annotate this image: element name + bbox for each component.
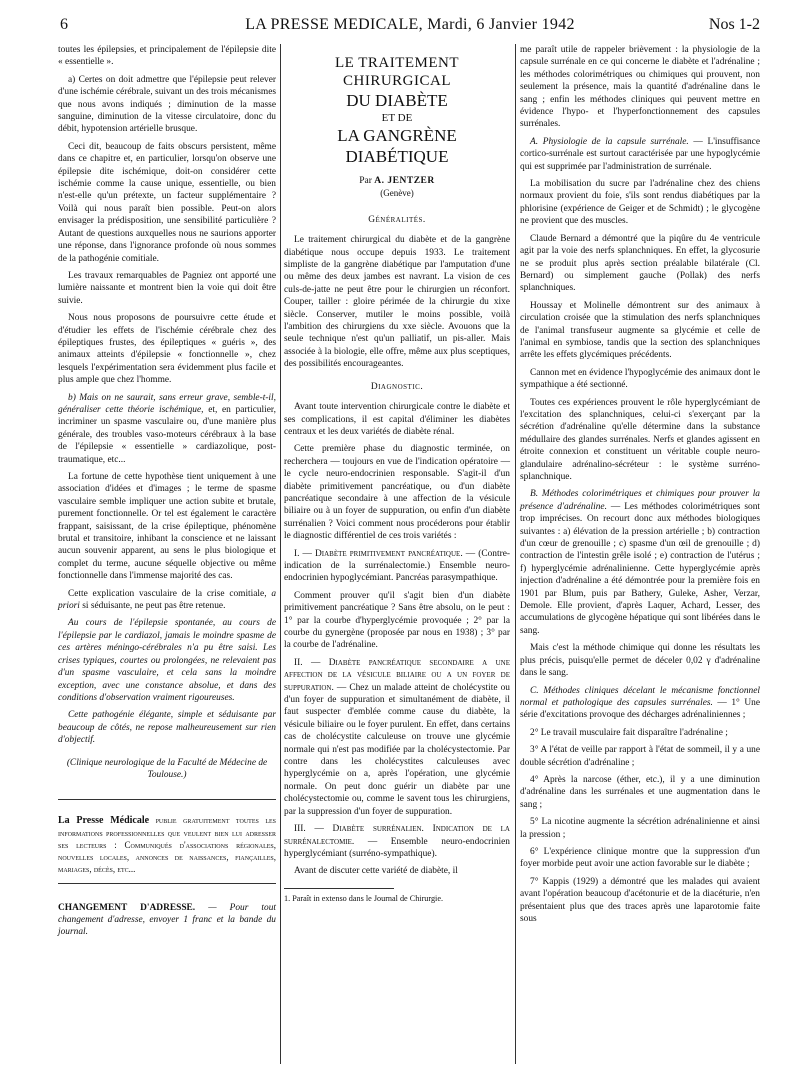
list-item: 5° La nicotine augmente la sécrétion adrénalinienne et ainsi la pression ; xyxy=(520,817,760,840)
paragraph: toutes les épilepsies, et principalement de l'épilepsie dite « essentielle ». xyxy=(58,45,276,68)
paragraph: a) Certes on doit admettre que l'épilepsie peut relever d'une ischémie cérébrale, suivant un des trois mécanismes que nous avons indiqués ; diminution de la masse sanguine, diminution de la vitesse circulatoire, donc du débit, hypotension artérielle brusque. xyxy=(58,74,276,135)
paragraph: Mais c'est la méthode chimique qui donne les résultats les plus précis, puisqu'elle permet de déceler 0,02 γ d'adrénaline dans le sang. xyxy=(520,643,760,679)
notice-box xyxy=(58,814,276,875)
author-line xyxy=(284,175,510,187)
list-item: 6° L'expérience clinique montre que la suppression d'un foyer morbide peut avoir une action favorable sur le diabète ; xyxy=(520,846,760,870)
column-divider xyxy=(515,44,516,1064)
subsection-heading: B. Méthodes colorimétriques et chimiques pour prouver la présence d'adrénaline. xyxy=(520,489,760,512)
divider xyxy=(58,799,276,800)
text: — Ensemble neuro-endocrinien hyperglycémiant (surréno-sympathique). xyxy=(284,836,510,859)
title-line: DU DIABÈTE xyxy=(346,91,448,110)
paragraph xyxy=(520,136,760,173)
notice-text: — Pour tout changement d'adresse, envoyer 1 franc et la bande du journal. xyxy=(58,903,276,938)
text: — (Contre-indication de la surrénalectomie.) Ensemble neuro-endocrinien hypoglycémiant. Pancréas parasympathique. xyxy=(284,548,510,584)
paragraph: Houssay et Molinelle démontrent sur des animaux à circulation croisée que la stimulation des nerfs splanchniques de l'animal transfuseur augmente sa glycémie et celle de l'animal en symbiose, tandis que la section des splanchniques arrête les effets glycémiques précédents. xyxy=(520,300,760,361)
notice-lead: CHANGEMENT D'ADRESSE. xyxy=(58,903,196,914)
paragraph xyxy=(58,588,276,613)
text: — L'insuffisance cortico-surrénale est surtout caractérisée par une hypoglycémie qui est supprimée par l'administration de surrénale. xyxy=(520,136,761,172)
paragraph: Avant de discuter cette variété de diabète, il xyxy=(294,866,458,877)
column-divider xyxy=(280,44,281,1064)
emphasis: b) Mais on ne saurait, sans erreur grave, semble-t-il, généraliser cette théorie ischémique, xyxy=(58,392,276,415)
emphasis: a priori xyxy=(58,588,276,612)
subsection-heading: II. — Diabète pancréatique secondaire a une affection de la vésicule biliaire ou a un foyer de suppuration. xyxy=(284,657,510,693)
paragraph: La fortune de cette hypothèse tient uniquement à une association d'idées et d'images ; le terme de spasme vasculaire semble impliquer une action subite et brutale, purement fonctionnelle. Or tel est également le caractère frappant, saisissant, de la crise épileptique, phénomène brutal et transitoire, inhibant la conscience et ne laissant aucun souvenir apparent, au sens le plus biologique et complet du terme, aucune séquelle objective ou même fonctionnelle dans l'immense majorité des cas. xyxy=(58,472,276,582)
column-middle xyxy=(284,44,510,905)
paragraph xyxy=(520,488,760,637)
paragraph: Comment prouver qu'il s'agit bien d'un diabète primitivement pancréatique ? Sans être absolu, on le peut : 1° par la courbe d'hyperglycémie provoquée ; 2° par la courbe du gynergène (proposée par nous en 1938) ; 3° par la courbe de l'adrénaline. xyxy=(284,590,510,651)
subsection-heading: A. Physiologie de la capsule surrénale. xyxy=(530,136,689,147)
page-header xyxy=(60,16,760,38)
list-item: 2° Le travail musculaire fait disparaître l'adrénaline ; xyxy=(530,727,728,738)
notice-text: publie gratuitement toutes les informations professionnelles que veulent bien lui adresser ses lecteurs : Communiqués d'associations régionales, nouvelles locales, annonces de naissances, fiançailles, mariages, décès, etc... xyxy=(58,815,276,875)
list-item: 3° A l'état de veille par rapport à l'état de sommeil, il y a une double sécrétion d'adrénaline ; xyxy=(520,745,760,768)
column-right xyxy=(520,44,760,930)
text: — Chez un malade atteint de cholécystite ou d'un foyer de suppuration et simultanément de diabète, il faut suspecter d'emblée comme cause du diabète, la vésicule biliaire ou le foyer purulent. En effet, dans certains cas de cholécystite calculeuse on trouve une glycémie normale qui n'est pas modifiée par la cholécystectomie. Par contre dans les cholécystites calculeuses avec hyperglycémie on a, après l'opération, une glycémie normale. On peut donc guérir un diabète par une cholécystectomie ou, comme le savent tous les chirurgiens, par la suppression d'un foyer de suppuration. xyxy=(284,682,510,817)
text: — 1° Une série d'excitations provoque des décharges adrénaliniennes ; xyxy=(520,697,760,721)
paragraph xyxy=(284,823,510,860)
subsection-heading: I. — Diabète primitivement pancréatique. xyxy=(294,548,463,559)
author-location: (Genève) xyxy=(380,188,414,199)
paragraph xyxy=(284,548,510,585)
paragraph xyxy=(58,392,276,466)
paragraph: Au cours de l'épilepsie spontanée, au cours de l'épilepsie par le cardiazol, jamais le moindre spasme de ces artères méningo-cérébrales n'a pu être saisi. Les crises typiques, courtes ou prolongées, ne relevaient pas d'un spasme vasculaire, et cela sans la moindre exception, avec une constance absolue, et dans des conditions d'observation vraiment rigoureuses. xyxy=(58,618,276,703)
text: Cette explication vasculaire de la crise comitiale, xyxy=(68,588,272,599)
address-change-notice xyxy=(58,902,276,938)
title-line: ET DE xyxy=(381,112,413,124)
paragraph: Avant toute intervention chirurgicale contre le diabète et ses complications, il est capital d'éliminer les diabètes centraux et les deux variétés de diabète rénal. xyxy=(284,402,510,437)
citation: (Clinique neurologique de la Faculté de Médecine de Toulouse.) xyxy=(66,757,268,780)
list-item: 7° Kappis (1929) a démontré que les malades qui avaient avant l'opération beaucoup d'acétonurie et de la diacéturie, n'en présentaient plus que des traces après une laparotomie faite sous xyxy=(520,876,760,924)
divider xyxy=(58,883,276,884)
paragraph: Le traitement chirurgical du diabète et de la gangrène diabétique nous occupe depuis 1933. Le traitement simpliste de la gangrène diabétique par l'amputation d'une ou même des deux jambes est navrant. La vision de ces culs-de-jatte ne peut être pour le chirurgien un réconfort. Couper, tailler : gloire périmée de la chirurgie du xixe siècle. Conserver, mutiler le moins possible, voilà l'ambition des chirurgiens du xxe siècle. Avouons que la seule technique n'est qu'un palliatif, un pis-aller. Mais associée à la biologie, elle offre, même aux plus sceptiques, des possibilités encourageantes. xyxy=(284,235,510,370)
title-line: LE TRAITEMENT CHIRURGICAL xyxy=(334,55,460,89)
page-number: 6 xyxy=(60,16,68,33)
journal-title: LA PRESSE MEDICALE, Mardi, 6 Janvier 1942 xyxy=(245,16,575,33)
paragraph: Ceci dit, beaucoup de faits obscurs persistent, même dans ce chapitre et, en particulier, lorsqu'on observe une épilepsie dite ischémique, doit-on considérer cette ischémie comme la cause unique, essentielle, ou bien n'est-elle qu'un prétexte, un facteur supplémentaire ? Voilà qui nous paraît bien possible. Peut-on alors envisager la prédisposition, une sensibilité particulière ? Autant de questions auxquelles nous ne saurions apporter une réponse, dans l'ignorance profonde où nous sommes de la pathogénie comitiale. xyxy=(58,141,276,264)
paragraph xyxy=(284,657,510,818)
paragraph: Cannon met en évidence l'hypoglycémie des animaux dont le sympathique a été sectionné. xyxy=(520,367,760,391)
text: si séduisante, ne peut pas être retenue. xyxy=(79,601,226,612)
paragraph: La mobilisation du sucre par l'adrénaline chez des chiens normaux provient du foie, s'ils sont rendus diabétiques par la phlorisine (expérience de Geiger et de Schmidt) ; le glycogène ne provient que des muscles. xyxy=(520,179,760,227)
paragraph: Les travaux remarquables de Pagniez ont apporté une lumière naissante et montrent bien la voie qui doit être suivie. xyxy=(58,270,276,306)
paragraph: Toutes ces expériences prouvent le rôle hyperglycémiant de l'excitation des splanchniques, celui-ci s'exerçant par la sécrétion d'adrénaline qu'elle détermine dans la substance médullaire des glandes surrénales. Nerfs et glandes agissent en étroite connexion et constituent un véritable couple neuro-glandulaire adrénalino-sécréteur : le système surréno-splanchnique. xyxy=(520,397,760,482)
section-heading: Diagnostic. xyxy=(370,381,424,392)
author-prefix: Par xyxy=(359,176,375,186)
paragraph xyxy=(520,685,760,722)
column-left xyxy=(58,44,276,938)
text: et, en particulier, incriminer un spasme vasculaire ou, d'une manière plus générale, des troubles vaso-moteurs cérébraux à la base de l'épilepsie « essentielle » cardiazolique, post-traumatique, etc... xyxy=(58,404,277,465)
notice-lead: La Presse Médicale xyxy=(58,815,150,827)
author-name: A. JENTZER xyxy=(374,176,435,186)
paragraph: me paraît utile de rappeler brièvement : la physiologie de la capsule surrénale en ce qui concerne le diabète et l'adrénaline ; les méthodes colorimétriques ou chimiques qui prouvent, non seulement la présence, mais la quantité d'adrénaline dans le sang ; enfin les méthodes cliniques qui peuvent mettre en évidence l'hypo- et l'hyperfonctionnement des capsules surrénales. xyxy=(520,45,760,130)
issue-number: Nos 1-2 xyxy=(708,16,760,33)
paragraph: Cette pathogénie élégante, simple et séduisante par beaucoup de côtés, ne repose malheureusement sur rien d'objectif. xyxy=(58,710,276,746)
paragraph: Claude Bernard a démontré que la piqûre du 4e ventricule agit par la voie des nerfs splanchniques. En effet, la glycosurie ne se produit plus après section préalable bilatérale (Cl. Bernard) ou simplement gauche (Pollak) des nerfs splanchniques. xyxy=(520,233,760,294)
list-item: 4° Après la narcose (éther, etc.), il y a une diminution d'adrénaline dans les surrénales et une augmentation dans le sang ; xyxy=(520,774,760,810)
section-heading: Généralités. xyxy=(368,214,426,225)
paragraph: Nous nous proposons de poursuivre cette étude et d'étudier les effets de l'ischémie cérébrale chez des épileptiques frustes, des épileptiques « guéris », des animaux atteints d'épilepsie « fonctionnelle », chez lesquels l'expérimentation sera évidemment plus facile et plus ample que chez l'homme. xyxy=(58,313,276,386)
footnote: 1. Paraît in extenso dans le Journal de Chirurgie. xyxy=(284,893,444,903)
text: — Les méthodes colorimétriques sont trop imprécises. On recourt donc aux méthodes biologiques suivantes : a) élévation de la pression artérielle ; b) contraction d'un cœur de grenouille ; c) spasme d'un œil de grenouille ; d) contraction de l'intestin grêle isolé ; e) contraction de l'utérus ; f) hyperglycémie adrénalinienne. Cette hyperglycémie après injection d'adrénaline a été démontrée pour la première fois en 1901 par Blum, puis par Bathery, Guleke, Asher, Verzar, Demole. Elle provient, d'après Laquer, Achard, Lesser, des accumulations de glycogène hépatique qui sont libérées dans le sang. xyxy=(520,501,760,636)
paragraph: Cette première phase du diagnostic terminée, on recherchera — toujours en vue de l'indication opératoire — le cycle neuro-endocrinien responsable. S'agit-il d'un diabète primitivement pancréatique, ou d'un diabète pancréatique secondaire à une affection de la vésicule biliaire ou à un foyer de suppuration, ou enfin d'un diabète surrénalien ? Voici comment nous procéderons pour établir le diagnostic différentiel de ces trois variétés : xyxy=(284,444,510,542)
subsection-heading: III. — Diabète surrénalien. Indication de la surrénalectomie. xyxy=(284,824,510,847)
title-line: LA GANGRÈNE DIABÉTIQUE xyxy=(337,126,457,166)
article-title xyxy=(284,54,510,167)
subsection-heading: C. Méthodes cliniques décelant le mécanisme fonctionnel normal et pathologique des capsules surrénales. xyxy=(520,685,760,708)
